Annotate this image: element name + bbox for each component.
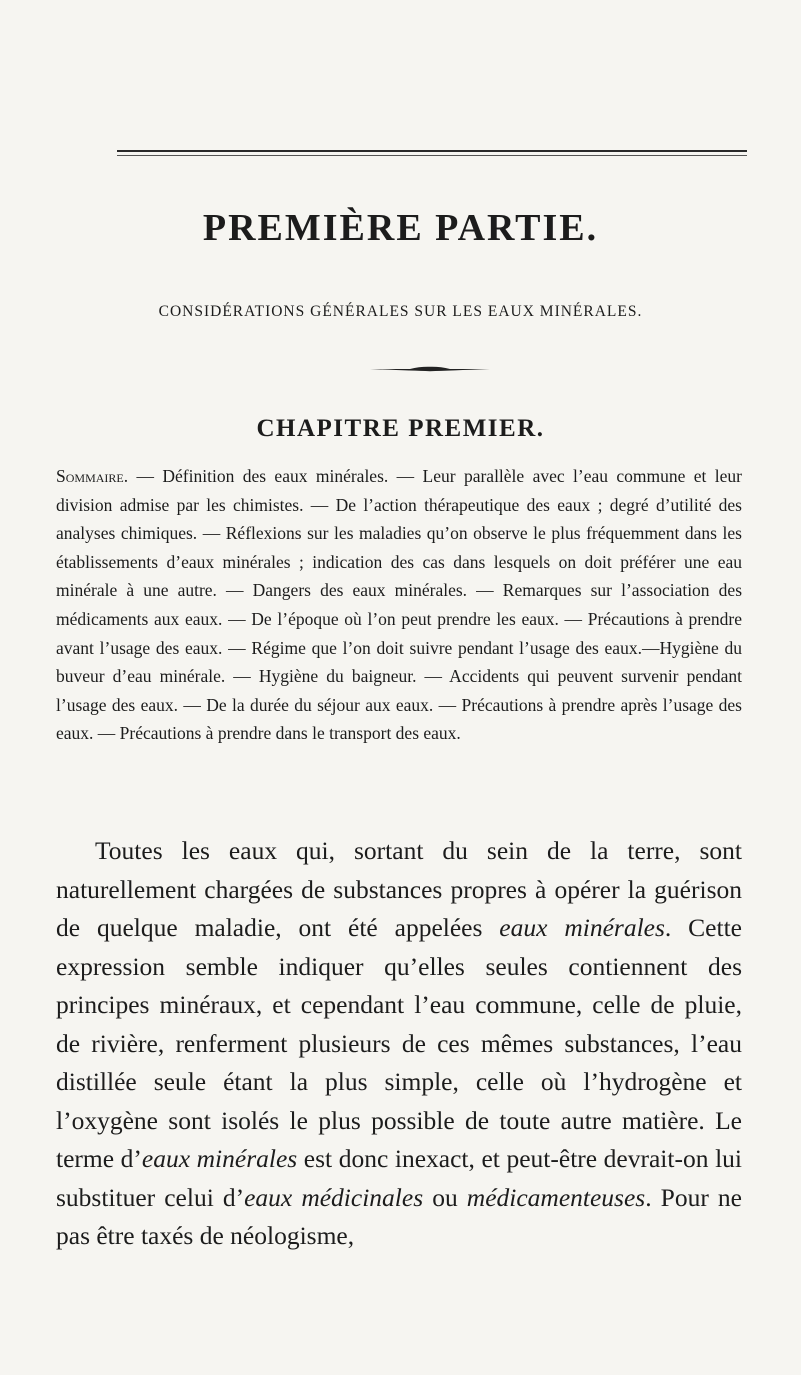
body-italic-3: eaux médicinales [244,1182,424,1212]
summary-label: Sommaire. [56,466,129,486]
chapter-title: CHAPITRE PREMIER. [256,415,545,442]
header-rule-thin [117,155,747,156]
body-text-4: ou [423,1182,467,1212]
body-text-3: est donc inexact, et peut-être devrait-on lui substituer celui d’ [56,1144,742,1212]
body-text-1: Toutes les eaux qui, sortant du sein de la terre, sont naturellement chargées de substances propres à opérer la guérison de quelque maladie, ont été appelées [56,836,742,942]
part-title: PREMIÈRE PARTIE. [202,207,599,249]
body-paragraph [56,832,742,1256]
chapter-summary [56,462,742,748]
body-italic-1: eaux minérales [499,913,665,942]
body-italic-2: eaux minérales [141,1144,298,1173]
header-rule [117,150,747,152]
body-text-5: . Pour ne pas être taxés de néologisme, [56,1182,742,1250]
body-text-2: . Cette expression semble indiquer qu’elles seules contiennent des principes minéraux, et cependant l’eau commune, celle de pluie, de rivière, renferment plusieurs de ces mêmes substances, l’eau distillée seule étant la plus simple, celle où l’hydrogène et l’oxygène sont isolés le plus possible de toute autre matière. Le terme d’ [56,913,742,1173]
ornament-divider [370,366,490,372]
part-subtitle: CONSIDÉRATIONS GÉNÉRALES SUR LES EAUX MINÉRALES. [158,303,643,320]
body-italic-4: médicamenteuses [466,1182,646,1212]
summary-text: — Définition des eaux minérales. — Leur parallèle avec l’eau commune et leur division admise par les chimistes. — De l’action thérapeutique des eaux ; degré d’utilité des analyses chimiques. — Réflexions sur les maladies qu’on observe le plus fréquemment dans les établissements d’eaux minérales ; indication des cas dans lesquels on doit préférer une eau minérale à une autre. — Dangers des eaux minérales. — Remarques sur l’association des médicaments aux eaux. — De l’époque où l’on peut prendre les eaux. — Précautions à prendre avant l’usage des eaux. — Régime que l’on doit suivre pendant l’usage des eaux.—Hygiène du buveur d’eau minérale. — Hygiène du baigneur. — Accidents qui peuvent survenir pendant l’usage des eaux. — De la durée du séjour aux eaux. — Précautions à prendre après l’usage des eaux. — Précautions à prendre dans le transport des eaux. [56,466,742,744]
